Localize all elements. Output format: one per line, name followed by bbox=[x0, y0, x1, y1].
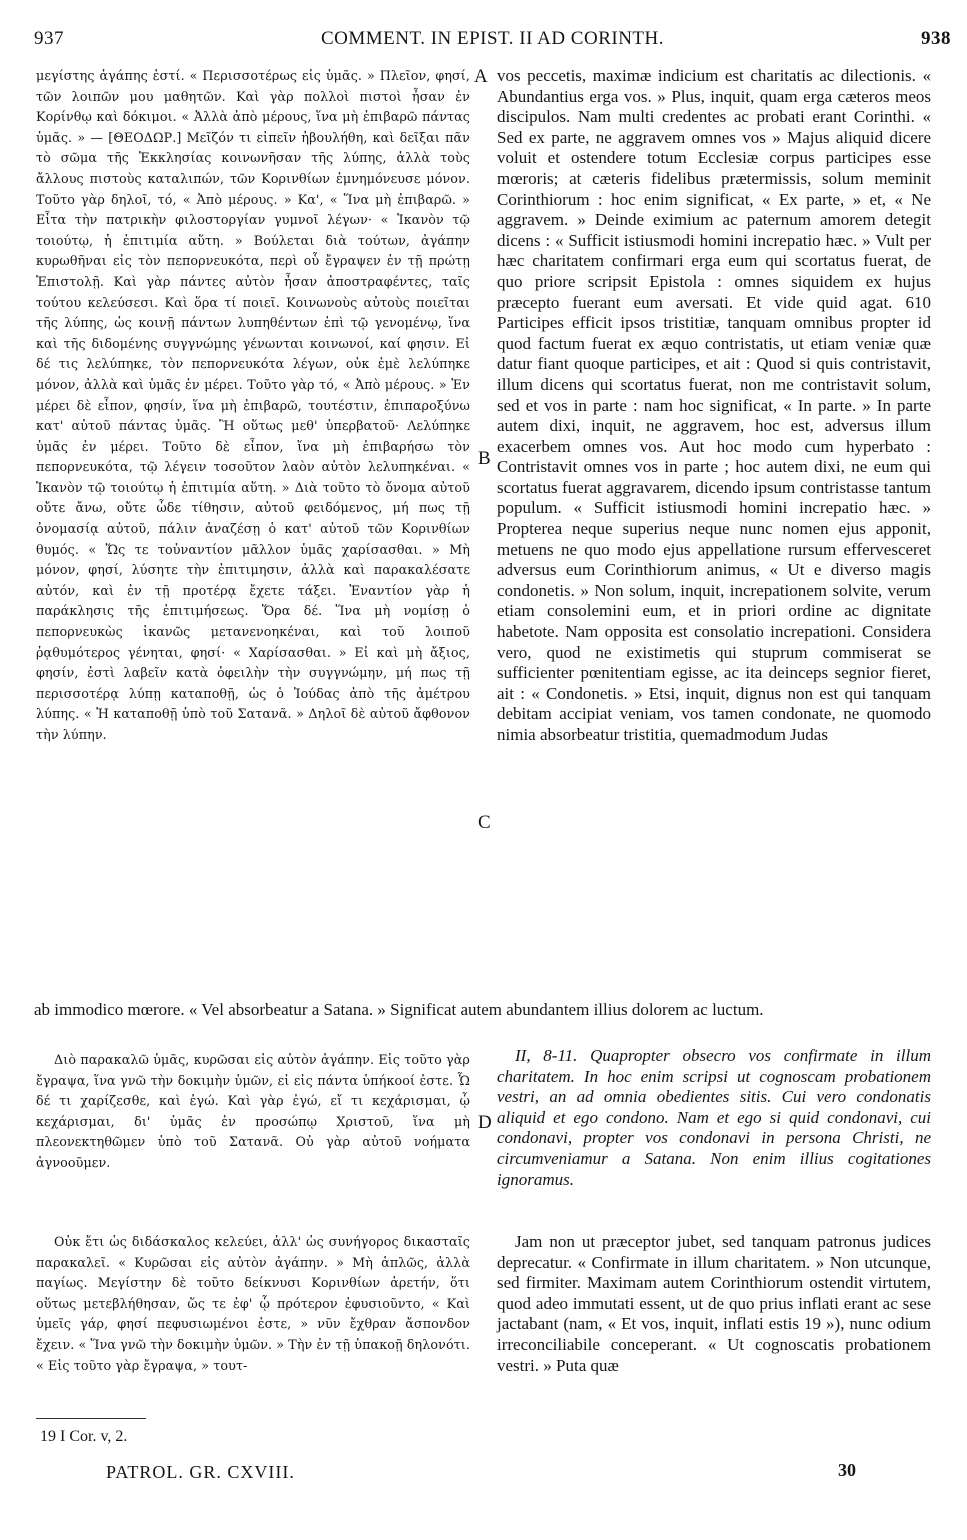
latin-column-bottom bbox=[497, 1232, 931, 1376]
footer-volume: PATROL. GR. CXVIII. bbox=[106, 1462, 295, 1482]
section-marker-c: C bbox=[478, 812, 491, 833]
latin-scripture-paragraph: II, 8-11. Quapropter obsecro vos confirmate in illum charitatem. In hoc enim scripsi ut cognoscam probationem vestri, an ad omnia obedientes sitis. Cui vero condonatis aliquid et ego condono. Nam et ego si quid condonavi, cui condonavi, propter vos condonavi in persona Christi, ne circumveniamur a Satana. Non enim illius cogitationes ignoramus. bbox=[497, 1046, 931, 1189]
greek-scripture-paragraph: Διὸ παρακαλῶ ὑμᾶς, κυρῶσαι εἰς αὐτὸν ἀγάπην. Εἰς τοῦτο γὰρ ἔγραψα, ἵνα γνῶ τὴν δοκιμὴν ὑμῶν, εἰ εἰς πάντα ὑπήκοοί ἐστε. Ὧ δέ τι χαρίζεσθε, καὶ ἐγώ. Καὶ γὰρ ἐγώ, εἴ τι κεχάρισμαι, ᾧ κεχάρισμαι, δι' ὑμᾶς ἐν προσώπῳ Χριστοῦ, ἵνα μὴ πλεονεκτηθῶμεν ὑπὸ τοῦ Σατανᾶ. Οὐ γὰρ αὐτοῦ νοήματα ἀγνοοῦμεν. bbox=[36, 1052, 470, 1170]
greek-column-top bbox=[36, 66, 470, 746]
greek-commentary-paragraph: Οὐκ ἔτι ὡς διδάσκαλος κελεύει, ἀλλ' ὡς συνήγορος δικασταῖς παρακαλεῖ. « Κυρῶσαι εἰς αὐτὸν ἀγάπην. » Μὴ ἁπλῶς, ἀλλὰ παγίως. Μεγίστην δὲ τοῦτο δείκνυσι Κορινθίων ἀρετήν, ὅτι οὕτως μετεβλήθησαν, ὥς τε ἐφ' ᾧ πρότερον ἐφυσιοῦντο, « Καὶ ὑμεῖς γάρ, φησί πεφυσιωμένοι ἐστε, » νῦν ἔχθραν ἄσπονδον ἔχειν. « Ἵνα γνῶ τὴν δοκιμὴν ὑμῶν. » Τὴν ἐν τῇ ὑπακοῇ δηλονότι. « Εἰς τοῦτο γὰρ ἔγραψα, » τουτ- bbox=[36, 1234, 471, 1373]
latin-paragraph: vos peccetis, maximæ indicium est charitatis ac dilectionis. « Abundantius erga vos. » Plus, inquit, quam erga cæteros meos discipulos. Nam multi credentes ac probati erant Corinthi. « Sed ex parte, ne aggravem omnes vos » Majus aliquid dicere voluit et ostendere totum Ecclesiæ corpus participes esse mœroris; at cæteris fidelibus prætermissis, solum meminit Corinthiorum : hoc enim significat, « Ex parte, » et, « Ne aggravem. » Deinde eximium ac paternum amorem detegit dicens : « Sufficit istiusmodi homini increpatio hæc. » Vult per hæc charitatem confirmari erga eum qui scortatus fuerat, de quo priore scripsit Epistola : omnes siquidem ex hujus præcepto fuerant eum aversati. Et vide quid agat. 610 Participes efficit ipsos tristitiæ, tanquam omnibus propter id quod factum fuerat ex æquo contristatis, ut etiam veniæ quæ datur fiant quoque participes, et ait : Quod si quis contristavit, illum dicens qui scortatus fuerat, non me contristavit solum, sed et vos in parte : nam hoc significat, « In parte. » In parte autem dixi, inquit, ne aggravem, hoc est, adversus illum exacerbem omnes vos. Aut hoc modo cum hyperbato : Contristavit omnes vos in parte ; hoc autem dixi, ne eum qui scortatus fuerat aggravarem, dicendo ipsum contristasse tantum populum. « Sufficit istiusmodi homini increpatio hæc. » Propterea neque superius neque nunc nomen ejus apponit, metuens ne quo modo ejus appellatione rursum effervesceret adversus eum Corinthiorum animus, « Ut e diverso magis condonetis. » Non solum, inquit, increpationem solvite, verum etiam consolemini eum, et in priori ordine ac dignitate habetote. Nam opposita est consolatio increpationi. Considera vero, quod ne existimetis qui stuprum commiserat se sufficienter pœnitentiam egisse, ac ita deinceps segnior fieret, ait : « Condonetis. » Etsi, inquit, dignus non est qui tanquam debitam accipiat veniam, vos tamen condonate, ne quomodo nimia absorbeatur tristitia, quemadmodum Judas bbox=[497, 66, 931, 744]
page-number-right: 938 bbox=[921, 28, 951, 49]
page-number-left: 937 bbox=[34, 28, 64, 49]
section-marker-d: D bbox=[478, 1112, 492, 1133]
latin-commentary-paragraph: Jam non ut præceptor jubet, sed tanquam patronus judices deprecatur. « Confirmate in illum charitatem. » Non utcunque, sed firmiter. Maximam autem Corinthiorum ostendit virtutem, quod adeo immutati essent, ut de quo prius inflati erant ac sese jactabant (nam, « Et vos, inquit, inflati estis 19 »), nunc odium irreconciliabile conceperant. « Ut cognoscatis probationem vestri. » Puta quæ bbox=[497, 1232, 931, 1375]
footnote: 19 I Cor. v, 2. bbox=[40, 1428, 128, 1445]
running-title: COMMENT. IN EPIST. II AD CORINTH. bbox=[320, 28, 664, 49]
running-header bbox=[34, 28, 951, 58]
full-width-paragraph: ab immodico mœrore. « Vel absorbeatur a Satana. » Significat autem abundantem illius dolorem ac luctum. bbox=[34, 1000, 764, 1019]
latin-column-top bbox=[497, 66, 931, 746]
full-width-text bbox=[34, 1000, 934, 1021]
section-marker-b: B bbox=[478, 448, 491, 469]
greek-column-bottom bbox=[36, 1232, 470, 1376]
footer-signature: 30 bbox=[838, 1460, 856, 1480]
greek-column-mid bbox=[36, 1050, 470, 1174]
footnote-separator bbox=[36, 1418, 146, 1419]
greek-paragraph: μεγίστης ἀγάπης ἐστί. « Περισσοτέρως εἰς ὑμᾶς. » Πλεῖον, φησί, τῶν λοιπῶν μου μαθητῶν. Καὶ γὰρ πολλοὶ πιστοὶ ἦσαν ἐν Κορίνθῳ καὶ δόκιμοι. « Ἀλλὰ ἀπὸ μέρους, ἵνα μὴ ἐπιβαρῶ πάντας ὑμᾶς. » — [ΘΕΟΔΩΡ.] Μεῖζόν τι εἰπεῖν ἠβουλήθη, καὶ δεῖξαι πᾶν τὸ σῶμα τῆς Ἐκκλησίας κοινωνῆσαν τῆς λύπης, ἀλλὰ τοὺς ἄλλους πιστοὺς καταλιπών, τῶν Κορινθίων ἐμνημόνευσε μόνον. Τοῦτο γὰρ δηλοῖ, τό, « Ἀπὸ μέρους. » Κα', « Ἵνα μὴ ἐπιβαρῶ. » Εἶτα τὴν πατρικὴν φιλοστοργίαν γυμνοῖ λέγων· « Ἱκανὸν τῷ τοιούτῳ, ἡ ἐπιτιμία αὕτη. » Βούλεται διὰ τούτων, ἀγάπην κυρωθῆναι εἰς τὸν πεπορνευκότα, περὶ οὗ ἔγραψεν ἐν τῇ πρώτῃ Ἐπιστολῇ. Καὶ γὰρ πάντες αὐτὸν ἦσαν ἀποστραφέντες, ταῖς τούτου κελεύσεσι. Καὶ ὅρα τί ποιεῖ. Κοινωνοὺς αὐτοὺς ποιεῖται τῆς λύπης, ὡς κοινῇ πάντων λυπηθέντων ἐπὶ τῷ γενομένῳ, ἵνα καὶ τῆς διδομένης συγγνώμης γένωνται κοινωνοί, καί φησιν. Εἰ δέ τις λελύπηκε, τὸν πεπορνευκότα λέγων, οὐκ ἐμὲ λελύπηκε μόνον, ἀλλὰ καὶ ὑμᾶς ἐν μέρει. Τοῦτο γὰρ τό, « Ἀπὸ μέρους. » Ἐν μέρει δὲ εἶπον, φησίν, ἵνα μὴ ἐπιβαρῶ, τουτέστιν, ἐπιπαροξύνω κατ' αὐτοῦ πάντας ὑμᾶς. Ἢ οὕτως μεθ' ὑπερβατοῦ· Λελύπηκε ὑμᾶς ἐν μέρει. Τοῦτο δὲ εἶπον, ἵνα μὴ ἐπιβαρήσω τὸν πεπορνευκότα, τῷ λέγειν τοσοῦτον λαὸν αὐτὸν λελυπηκέναι. « Ἱκανὸν τῷ τοιούτῳ ἡ ἐπιτιμία αὕτη. » Διὰ τοῦτο τὸ ὄνομα αὐτοῦ οὔτε ἄνω, οὔτε ὧδε τίθησιν, αὐτοῦ φειδόμενος, μή πως τῇ ὀνομασίᾳ αὐτοῦ, πάλιν ἀναζέσῃ ὁ κατ' αὐτοῦ τῶν Κορινθίων θυμός. « Ὥς τε τοὐναντίον μᾶλλον ὑμᾶς χαρίσασθαι. » Μὴ μόνον, φησί, λύσητε τὴν ἐπιτιμησιν, ἀλλὰ καὶ παρακαλέσατε αὐτόν, καὶ ἐν τῇ προτέρᾳ ἔχετε τάξει. Ἐναντίον γὰρ ἡ παράκλησις τῆς ἐπιτιμήσεως. Ὅρα δέ. Ἵνα μὴ νομίσῃ ὁ πεπορνευκὼς ἱκανῶς μετανενοηκέναι, καὶ τοῦ λοιποῦ ῥᾳθυμότερος γένηται, φησί· « Χαρίσασθαι. » Εἰ καὶ μὴ ἄξιος, φησίν, ἐστὶ λαβεῖν κατὰ ὀφειλὴν τὴν συγγνώμην, μή πως τῇ περισσοτέρᾳ λύπῃ καταποθῇ, ὡς ὁ Ἰούδας ἀπὸ τῆς ἀμέτρου λύπης. « Ἡ καταποθῇ ὑπὸ τοῦ Σατανᾶ. » Δηλοῖ δὲ αὐτοῦ ἄφθονον τὴν λύπην. bbox=[36, 68, 470, 742]
latin-column-mid bbox=[497, 1046, 931, 1190]
section-marker-a: A bbox=[474, 66, 488, 87]
